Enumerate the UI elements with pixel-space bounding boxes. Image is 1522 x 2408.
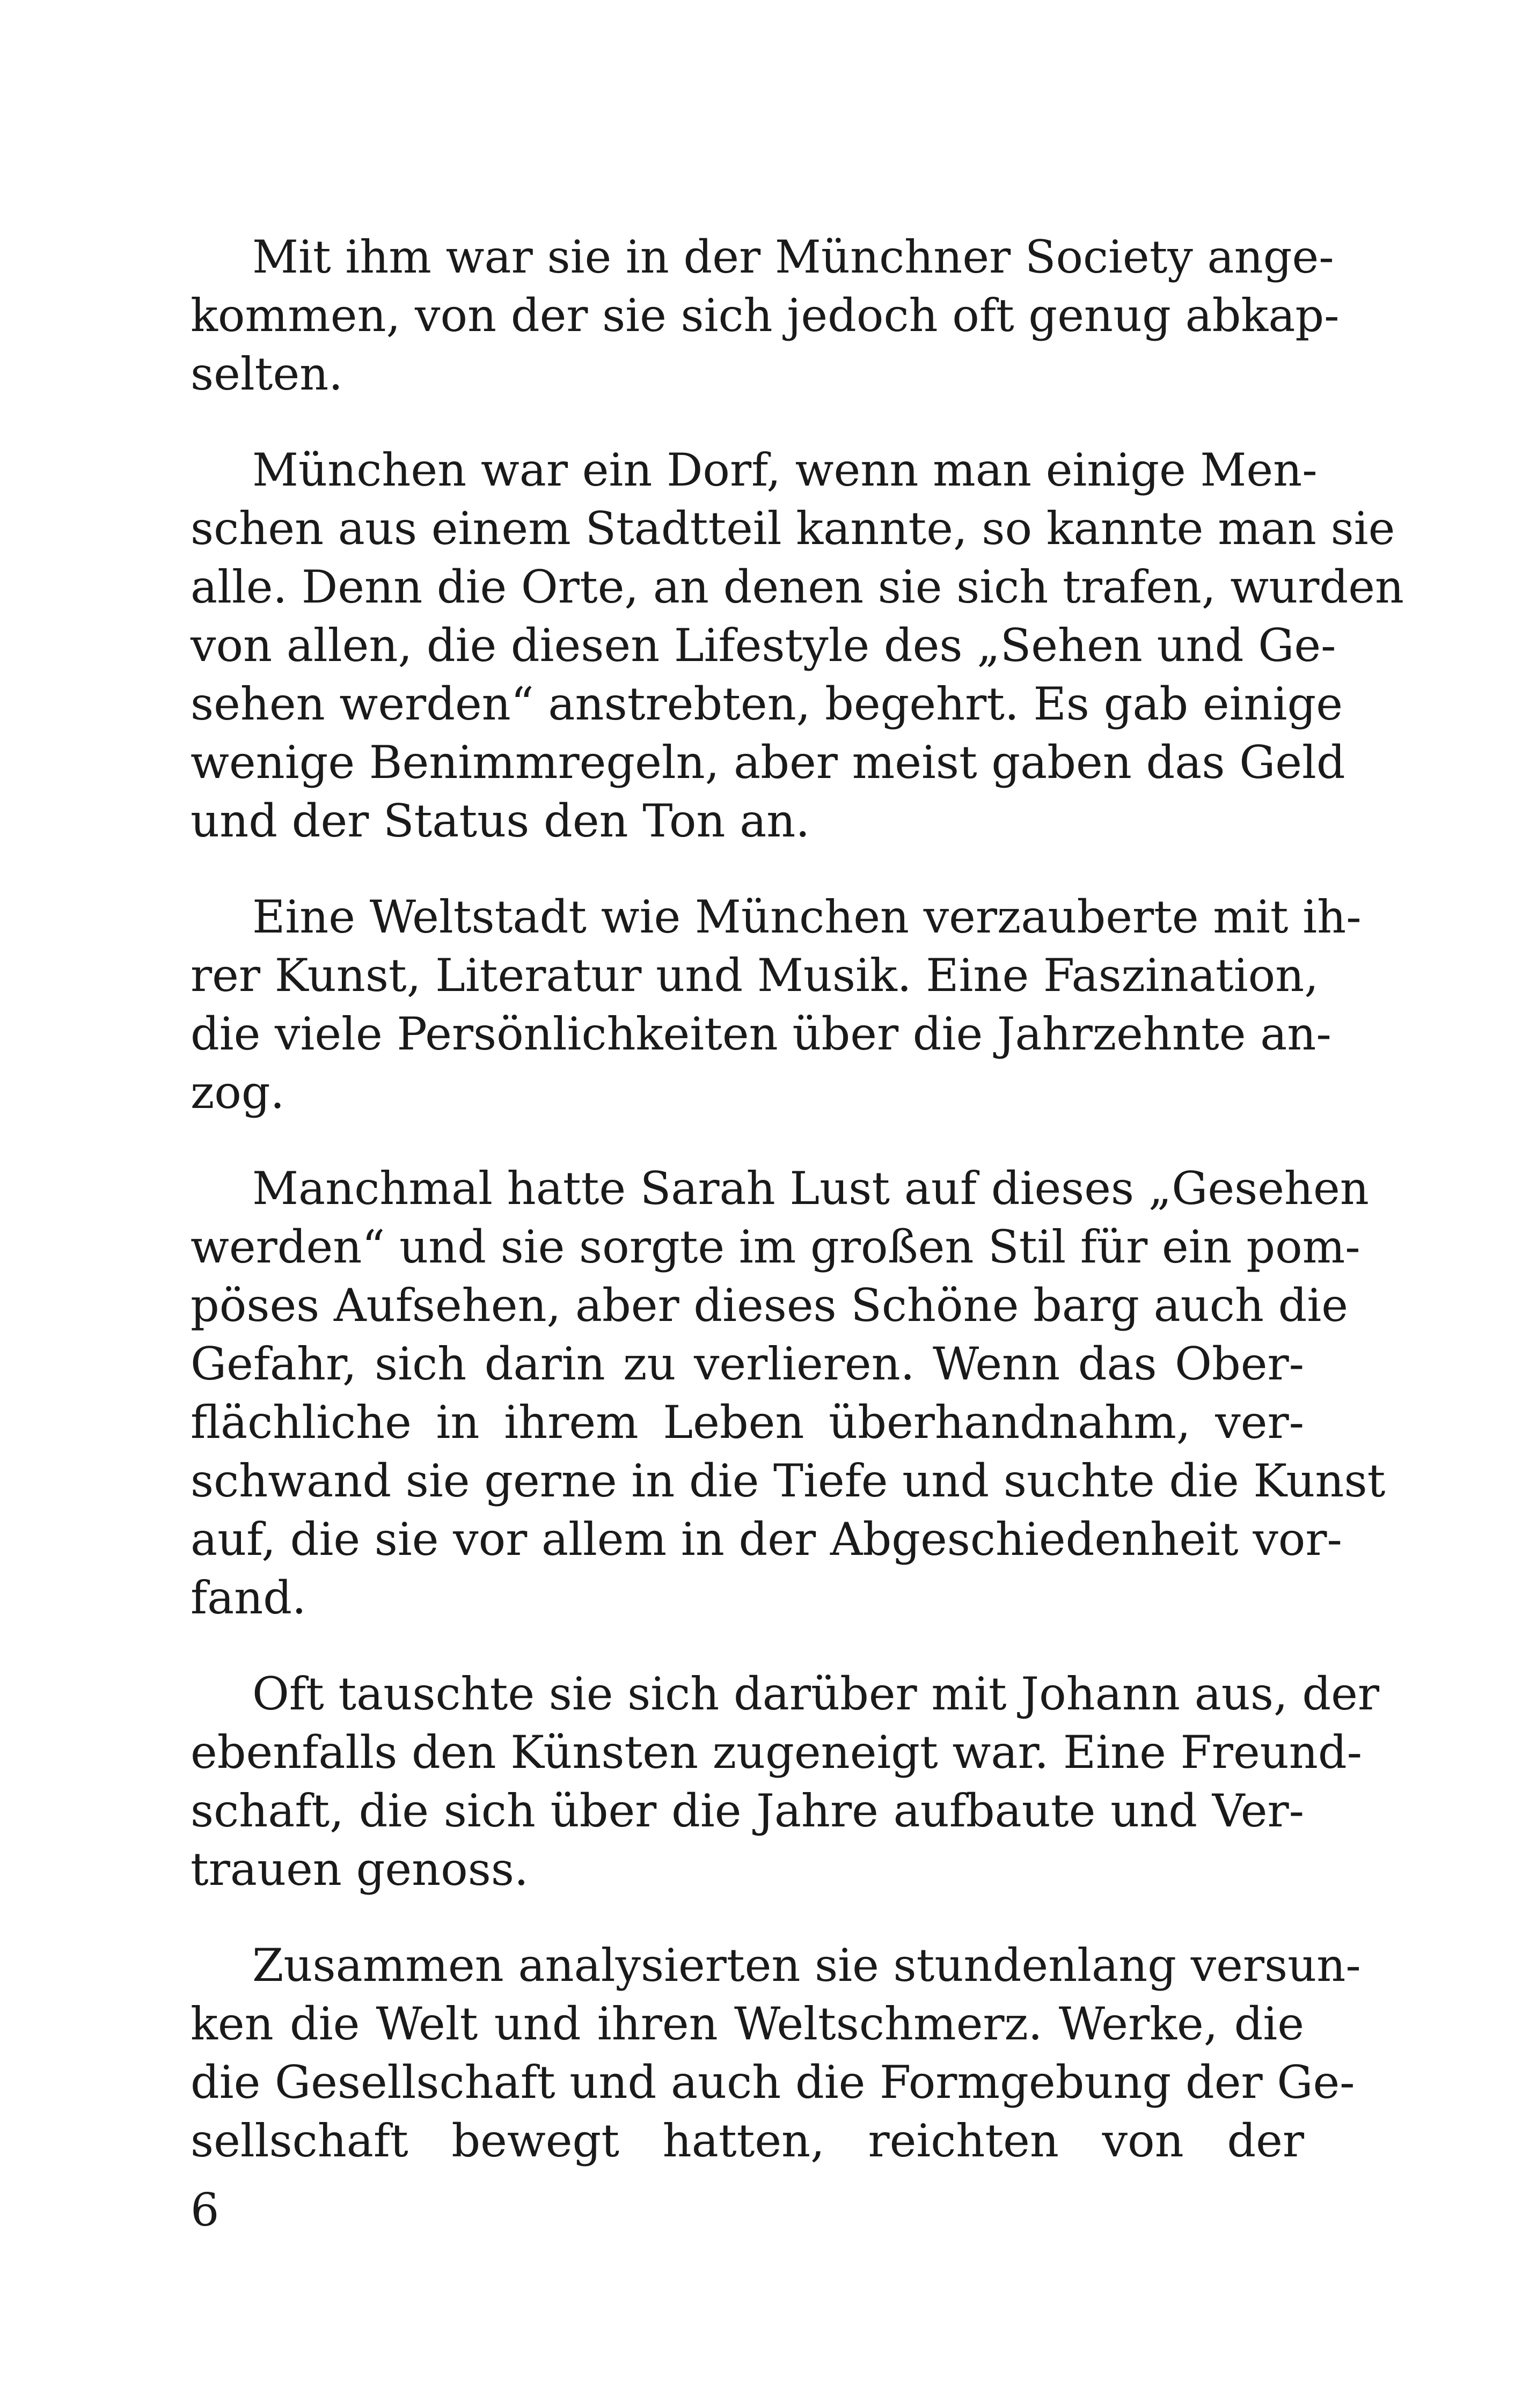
text-line: rer Kunst, Literatur und Musik. Eine Faszination,	[191, 949, 1319, 1002]
text-line: Zusammen analysierten sie stundenlang versun-	[252, 1939, 1361, 1992]
text-line: Mit ihm war sie in der Münchner Society ange-	[252, 231, 1334, 283]
page-text	[191, 228, 1404, 2208]
paragraph	[191, 441, 1404, 850]
text-line: die Gesellschaft und auch die Formgebung der Ge-	[191, 2056, 1355, 2109]
text-line: sellschaft bewegt hatten, reichten von der	[191, 2115, 1304, 2167]
text-line: München war ein Dorf, wenn man einige Men-	[252, 444, 1318, 496]
text-line: Oft tauschte sie sich darüber mit Johann aus, der	[252, 1668, 1380, 1720]
text-line: zog.	[191, 1066, 285, 1119]
text-line: wenige Benimmregeln, aber meist gaben das Geld	[191, 736, 1345, 789]
text-line: schaft, die sich über die Jahre aufbaute und Ver-	[191, 1785, 1304, 1837]
text-line: ebenfalls den Künsten zugeneigt war. Eine Freund-	[191, 1726, 1363, 1779]
text-line: Eine Weltstadt wie München verzauberte mit ih-	[252, 891, 1362, 943]
text-line: ken die Welt und ihren Weltschmerz. Werke, die	[191, 1998, 1304, 2050]
text-line: Manchmal hatte Sarah Lust auf dieses „Gesehen	[252, 1162, 1369, 1215]
text-line: sehen werden“ anstrebten, begehrt. Es gab einige	[191, 678, 1343, 730]
text-line: von allen, die diesen Lifestyle des „Sehen und Ge-	[191, 619, 1336, 672]
paragraph	[191, 888, 1362, 1122]
text-line: selten.	[191, 348, 343, 400]
paragraph	[191, 1665, 1380, 1899]
text-line: pöses Aufsehen, aber dieses Schöne barg auch die	[191, 1279, 1348, 1332]
page-number: 6	[191, 2184, 219, 2236]
text-line: Gefahr, sich darin zu verlieren. Wenn das Ober-	[191, 1338, 1304, 1390]
text-line: und der Status den Ton an.	[191, 795, 810, 847]
text-line: flächliche in ihrem Leben überhandnahm, ver-	[191, 1396, 1304, 1449]
text-line: kommen, von der sie sich jedoch oft genug abkap-	[191, 289, 1340, 342]
text-line: fand.	[191, 1572, 306, 1624]
paragraph	[191, 1159, 1386, 1627]
paragraph	[191, 1936, 1361, 2170]
text-line: schen aus einem Stadtteil kannte, so kannte man sie	[191, 502, 1395, 555]
text-line: alle. Denn die Orte, an denen sie sich trafen, wurden	[191, 561, 1404, 613]
text-line: werden“ und sie sorgte im großen Stil für ein pom-	[191, 1221, 1360, 1273]
text-line: schwand sie gerne in die Tiefe und suchte die Kunst	[191, 1455, 1386, 1507]
text-line: die viele Persönlichkeiten über die Jahrzehnte an-	[191, 1008, 1331, 1060]
text-line: auf, die sie vor allem in der Abgeschiedenheit vor-	[191, 1513, 1342, 1566]
paragraph	[191, 228, 1340, 403]
text-line: trauen genoss.	[191, 1843, 529, 1896]
